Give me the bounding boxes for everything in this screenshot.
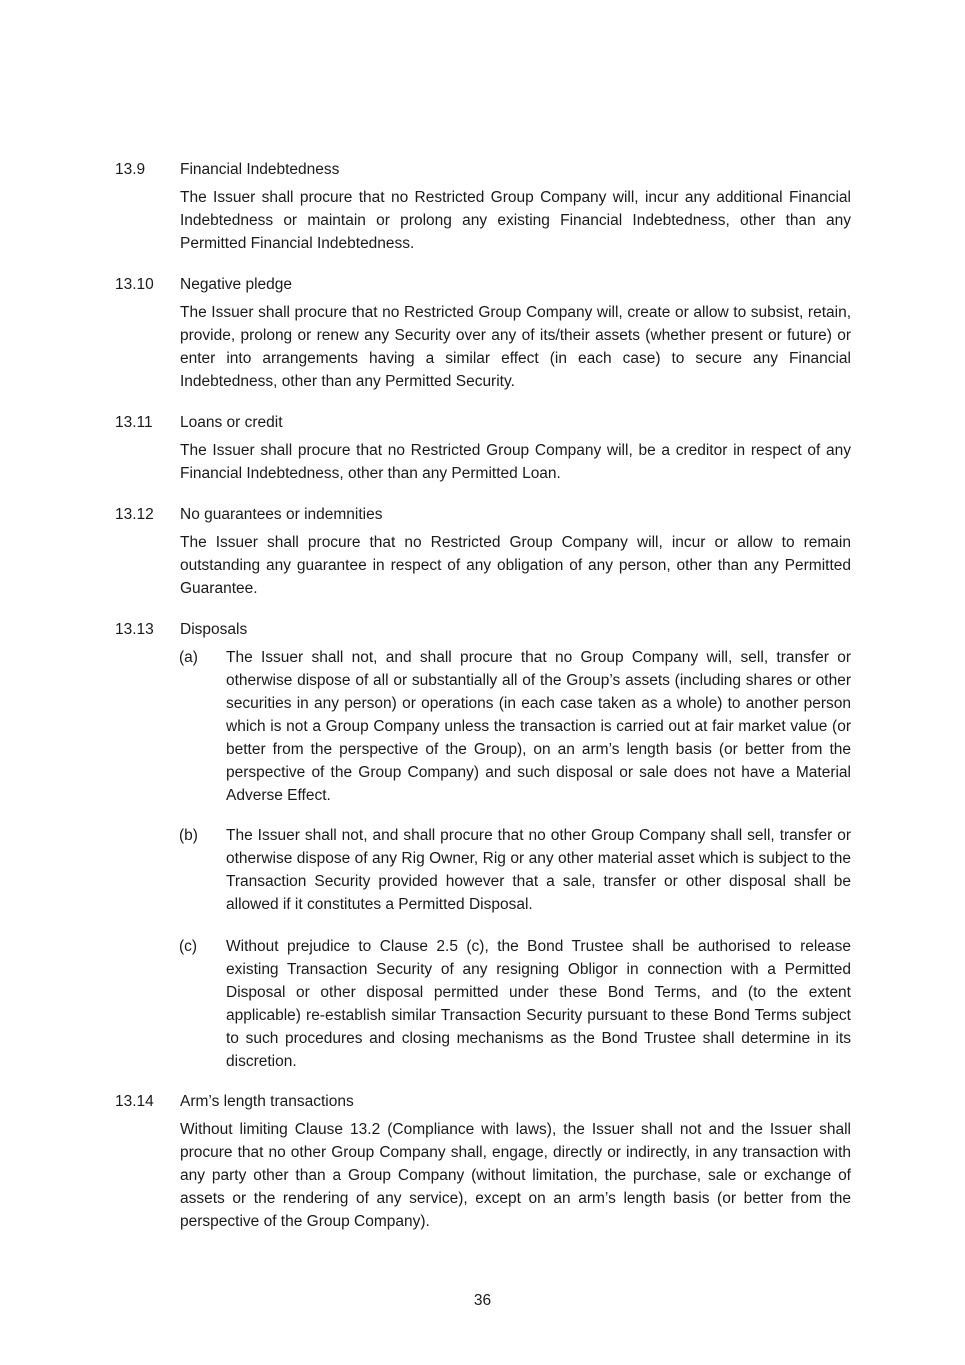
clause-13-14 [115, 1090, 851, 1233]
clause-number: 13.14 [115, 1093, 154, 1110]
clause-heading [115, 618, 851, 641]
clause-13-10 [115, 273, 851, 393]
clause-13-9 [115, 158, 851, 255]
page-number: 36 [473, 1292, 492, 1309]
sub-clause-text: Without prejudice to Clause 2.5 (c), the Bond Trustee shall be authorised to release existing Transaction Security of any resigning Obligor in connection with a Permitted Disposal or other disposal permitted under these Bond Terms, and (to the extent applicable) re-establish similar Transaction Security pursuant to these Bond Terms subject to such procedures and closing mechanisms as the Bond Trustee shall determine in its discretion. [226, 938, 851, 1070]
clause-title: Disposals [180, 621, 248, 638]
clause-13-11 [115, 411, 851, 485]
clause-number: 13.12 [115, 506, 154, 523]
clause-heading [115, 1090, 851, 1113]
clause-body: Without limiting Clause 13.2 (Compliance with laws), the Issuer shall not and the Issuer shall procure that no other Group Company shall, engage, directly or indirectly, in any transaction with any party other than a Group Company (without limitation, the purchase, sale or exchange of assets or the rendering of any service), except on an arm’s length basis (or better from the perspective of the Group Company). [180, 1121, 851, 1230]
clause-title: Loans or credit [180, 414, 283, 431]
clause-title: Negative pledge [180, 276, 293, 293]
clause-body: The Issuer shall procure that no Restricted Group Company will, be a creditor in respect of any Financial Indebtedness, other than any Permitted Loan. [180, 442, 851, 482]
clause-13-12 [115, 503, 851, 600]
clause-title: Financial Indebtedness [180, 161, 340, 178]
sub-clause-c [179, 935, 851, 1073]
sub-clause-text: The Issuer shall not, and shall procure that no other Group Company shall sell, transfer or otherwise dispose of any Rig Owner, Rig or any other material asset which is subject to the Transaction Security provided however that a sale, transfer or other disposal shall be allowed if it constitutes a Permitted Disposal. [226, 827, 851, 913]
clause-body: The Issuer shall procure that no Restricted Group Company will, incur or allow to remain outstanding any guarantee in respect of any obligation of any person, other than any Permitted Guarantee. [180, 534, 851, 597]
sub-clause-b [179, 824, 851, 916]
clause-heading [115, 273, 851, 296]
clause-title: Arm’s length transactions [180, 1093, 354, 1110]
sub-clause-a [179, 646, 851, 807]
clause-heading [115, 158, 851, 181]
clause-heading [115, 411, 851, 434]
clause-number: 13.11 [115, 414, 153, 431]
clause-number: 13.10 [115, 276, 154, 293]
clause-heading [115, 503, 851, 526]
clause-body: The Issuer shall procure that no Restricted Group Company will, create or allow to subsist, retain, provide, prolong or renew any Security over any of its/their assets (whether present or future) or enter into arrangements having a similar effect (in each case) to secure any Financial Indebtedness, other than any Permitted Security. [180, 304, 851, 390]
clause-title: No guarantees or indemnities [180, 506, 383, 523]
clause-body: The Issuer shall procure that no Restricted Group Company will, incur any additional Financial Indebtedness or maintain or prolong any existing Financial Indebtedness, other than any Permitted Financial Indebtedness. [180, 189, 851, 252]
sub-clause-label: (c) [179, 938, 198, 955]
sub-clause-label: (a) [179, 649, 198, 666]
clause-number: 13.9 [115, 161, 146, 178]
sub-clause-label: (b) [179, 827, 198, 844]
clause-13-13 [115, 618, 851, 641]
sub-clause-text: The Issuer shall not, and shall procure that no Group Company will, sell, transfer or otherwise dispose of all or substantially all of the Group’s assets (including shares or other securities in any person) or operations (in each case taken as a whole) to another person which is not a Group Company unless the transaction is carried out at fair market value (or better from the perspective of the Group), on an arm’s length basis (or better from the perspective of the Group Company) and such disposal or sale does not have a Material Adverse Effect. [226, 649, 851, 804]
clause-number: 13.13 [115, 621, 154, 638]
